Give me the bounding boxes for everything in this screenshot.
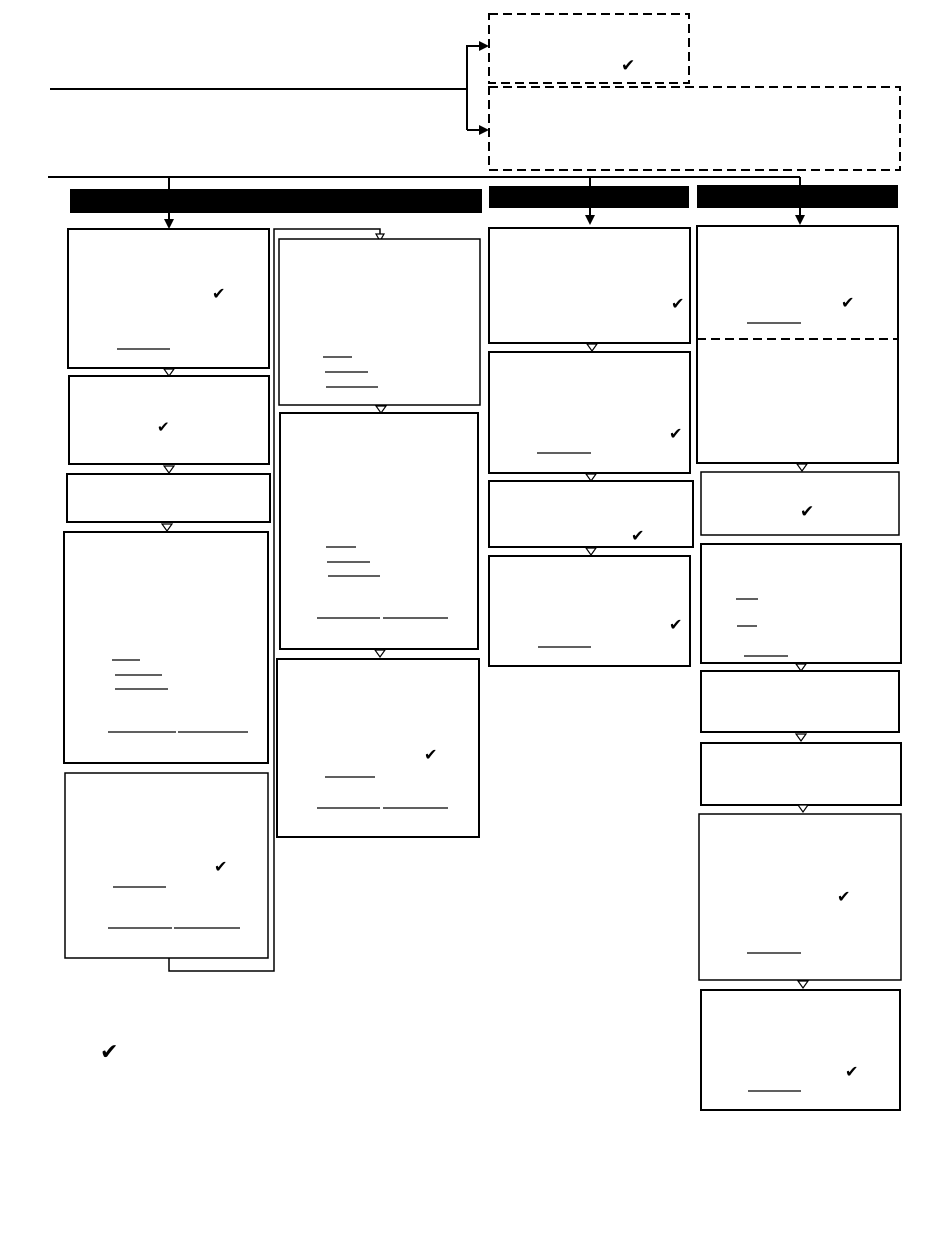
bracket-connector (467, 46, 481, 130)
flow-arrow-icon (798, 805, 808, 812)
check-mark-icon: ✔ (214, 857, 228, 876)
step-box (701, 743, 901, 805)
check-mark-icon: ✔ (845, 1062, 859, 1081)
step-box (280, 413, 478, 649)
legend-check-mark-icon: ✔ (100, 1040, 119, 1065)
top-dashed-box-2 (489, 87, 900, 170)
check-mark-icon: ✔ (669, 424, 683, 443)
step-box (701, 544, 901, 663)
check-mark-icon: ✔ (157, 418, 170, 436)
check-mark-icon: ✔ (671, 294, 685, 313)
step-box (701, 990, 900, 1110)
step-box (489, 352, 690, 473)
arrow-head (795, 215, 805, 225)
check-mark-icon: ✔ (621, 56, 636, 76)
flow-arrow-icon (164, 369, 174, 376)
check-mark-icon: ✔ (841, 293, 855, 312)
flow-arrow-icon (376, 406, 386, 413)
step-box (65, 773, 268, 958)
column-header-bar-1 (70, 189, 482, 213)
step-box (697, 226, 898, 463)
flow-arrow-icon (164, 466, 174, 473)
flow-arrow-icon (587, 344, 597, 351)
step-box (489, 481, 693, 547)
step-box (277, 659, 479, 837)
check-mark-icon: ✔ (212, 284, 226, 303)
step-box (701, 671, 899, 732)
step-box (489, 228, 690, 343)
step-box (699, 814, 901, 980)
flow-arrow-icon (586, 474, 596, 481)
flow-arrow-icon (796, 664, 806, 671)
arrow-head (585, 215, 595, 225)
check-mark-icon: ✔ (800, 502, 815, 522)
flow-arrow-icon (797, 464, 807, 471)
arrow-head (479, 125, 489, 135)
column-header-bar-3 (697, 185, 898, 208)
step-box (68, 229, 269, 368)
arrow-head (164, 219, 174, 229)
check-mark-icon: ✔ (669, 615, 683, 634)
step-box (489, 556, 690, 666)
step-box (64, 532, 268, 763)
flow-arrow-icon (162, 524, 172, 531)
check-mark-icon: ✔ (837, 887, 851, 906)
flow-arrow-icon (798, 981, 808, 988)
flow-arrow-icon (796, 734, 806, 741)
check-mark-icon: ✔ (631, 526, 645, 545)
step-box (67, 474, 270, 522)
flow-arrow-icon (586, 548, 596, 555)
step-box (279, 239, 480, 405)
check-mark-icon: ✔ (424, 745, 438, 764)
flow-arrow-icon (375, 650, 385, 657)
top-dashed-box-1 (489, 14, 689, 83)
arrow-head (479, 41, 489, 51)
